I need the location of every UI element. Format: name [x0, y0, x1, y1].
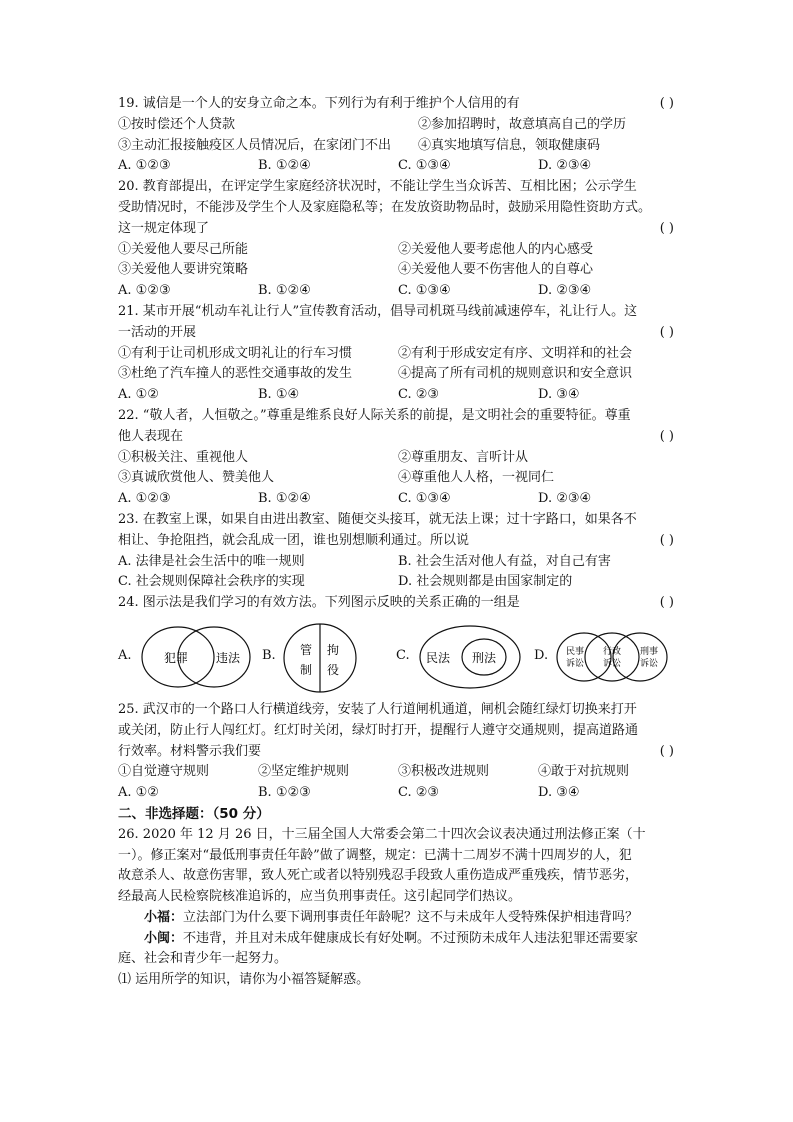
q22-statements-row-2: [118, 468, 678, 489]
q23-option-b: B. 社会生活对他人有益，对自己有害: [398, 553, 611, 569]
q23-line-2: 相让、争抢阻挡，就会乱成一团，谁也别想顺利通过。所以说: [118, 532, 470, 548]
q24-d-left-bottom: 诉讼: [566, 658, 585, 669]
section-2-heading: 二、非选择题：（50 分）: [118, 805, 270, 822]
q20-option-c: C. ①③④: [398, 283, 451, 299]
q23-answer-paren: ( ): [659, 532, 674, 548]
q25-option-a: A. ①②: [118, 785, 159, 801]
q25-options: [118, 783, 678, 804]
q20-option-d: D. ②③④: [538, 283, 592, 299]
q24-diagram-c: [418, 622, 524, 692]
q19-statement-1: ①按时偿还个人贷款: [118, 116, 236, 132]
q24-d-mid-circle: [585, 633, 639, 681]
q22-statement-3: ③真诚欣赏他人、赞美他人: [118, 470, 275, 486]
q25-statements: [118, 762, 678, 783]
q21-statement-4: ④提高了所有司机的规则意识和安全意识: [398, 366, 633, 382]
q26-subquestion-1: ⑴ 运用所学的知识，请你为小福答疑解惑。: [118, 972, 370, 988]
q24-c-inner-text: 刑法: [472, 650, 497, 665]
q26-xiaomin-text-1: 不违背，并且对未成年健康成长有好处啊。不过预防未成年人违法犯罪还需要家: [183, 930, 639, 946]
q24-diagram-b: [282, 622, 362, 698]
q22-line-1: 22. “敬人者，人恒敬之。”尊重是维系良好人际关系的前提，是文明社会的重要特征。尊重: [118, 407, 631, 423]
q22-statement-2: ②尊重朋友、言听计从: [398, 449, 529, 465]
q25-option-d: D. ③④: [538, 785, 580, 801]
q25-option-c: C. ②③: [398, 785, 440, 801]
q21-statement-3: ③杜绝了汽车撞人的恶性交通事故的发生: [118, 366, 353, 382]
q19-statement-3: ③主动汇报接触疫区人员情况后，在家闭门不出: [118, 137, 392, 153]
q21-statements-row-1: [118, 344, 678, 365]
q21-option-b: B. ①④: [258, 387, 300, 403]
q21-stem-row: [118, 323, 678, 344]
q20-statement-1: ①关爱他人要尽己所能: [118, 241, 249, 257]
q26-line-3: 故意杀人、故意伤害罪，致人死亡或者以特别残忍手段致人重伤造成严重残疾，情节恶劣，: [118, 868, 639, 884]
q25-statement-2: ②坚定维护规则: [258, 764, 350, 780]
q19-option-a: A. ①②③: [118, 158, 171, 174]
q23-option-c: C. 社会规则保障社会秩序的实现: [118, 574, 305, 590]
q24-b-left-top: 管: [300, 642, 313, 657]
q20-statements-row-1: [118, 240, 678, 261]
q19-stem: 19. 诚信是一个人的安身立命之本。下列行为有利于维护个人信用的有: [118, 96, 520, 111]
q24-d-mid-top: 行政: [603, 646, 622, 657]
q22-stem-row: [118, 427, 678, 448]
q23-stem-row: [118, 531, 678, 552]
q21-options: [118, 385, 678, 406]
q25-stem-row: [118, 742, 678, 763]
q20-statement-4: ④关爱他人要不伤害他人的自尊心: [398, 262, 594, 278]
q24-a-right-text: 违法: [216, 650, 241, 665]
q19-option-b: B. ①②④: [258, 158, 311, 174]
q25-line-3: 行效率。材料警示我们要: [118, 743, 262, 759]
q26-xiaofu-line: [118, 908, 678, 929]
q20-line-1: 20. 教育部提出，在评定学生家庭经济状况时，不能让学生当众诉苦、互相比困；公示学生: [118, 179, 637, 195]
q22-options: [118, 489, 678, 510]
q19-option-c: C. ①③④: [398, 158, 451, 174]
q20-line-3: 这一规定体现了: [118, 220, 210, 236]
q19-statements-row-2: [118, 136, 678, 157]
q25-option-b: B. ①②③: [258, 785, 311, 801]
q22-answer-paren: ( ): [659, 428, 674, 444]
exam-page: [118, 94, 678, 991]
q19-answer-paren: ( ): [659, 96, 674, 111]
q20-stem-row: [118, 219, 678, 240]
q24-answer-paren: ( ): [659, 595, 674, 611]
q24-b-right-top: 拘: [327, 642, 340, 657]
q24-label-c: C.: [396, 647, 410, 663]
q22-option-b: B. ①②④: [258, 491, 311, 507]
q25-statement-4: ④敢于对抗规则: [538, 764, 630, 780]
q24-d-mid-bottom: 诉讼: [603, 658, 622, 669]
q21-option-d: D. ③④: [538, 387, 580, 403]
q24-c-outer-text: 民法: [426, 650, 451, 665]
q26-xiaomin-name: 小闽：: [144, 930, 184, 946]
q19-option-d: D. ②③④: [538, 158, 592, 174]
q25-line-1: 25. 武汉市的一个路口人行横道线旁，安装了人行道闸机通道，闸机会随红绿灯切换来打开: [118, 701, 637, 717]
q22-option-c: C. ①③④: [398, 491, 451, 507]
q25-answer-paren: ( ): [659, 743, 674, 759]
q21-statement-1: ①有利于让司机形成文明礼让的行车习惯: [118, 345, 353, 361]
q25-statement-3: ③积极改进规则: [398, 764, 490, 780]
q23-option-a: A. 法律是社会生活中的唯一规则: [118, 553, 305, 569]
q20-statement-2: ②关爱他人要考虑他人的内心感受: [398, 241, 594, 257]
q19-statements-row-1: [118, 115, 678, 136]
q21-answer-paren: ( ): [659, 324, 674, 340]
q22-statements-row-1: [118, 448, 678, 469]
q26-xiaomin-line-2: 庭、社会和青少年一起努力。: [118, 951, 288, 967]
q26-line-2: 一）。修正案对“最低刑事责任年龄”做了调整，规定：已满十二周岁不满十四周岁的人，犯: [118, 847, 632, 863]
q21-line-2: 一活动的开展: [118, 324, 197, 340]
q22-option-a: A. ①②③: [118, 491, 171, 507]
q20-statement-3: ③关爱他人要讲究策略: [118, 262, 249, 278]
q22-statement-1: ①积极关注、重视他人: [118, 449, 249, 465]
q20-line-2: 受助情况时，不能涉及学生个人及家庭隐私等；在发放资助物品时，鼓励采用隐性资助方式。: [118, 199, 652, 215]
q26-xiaomin-line: [118, 929, 678, 950]
q21-statement-2: ②有利于形成安定有序、文明祥和的社会: [398, 345, 633, 361]
q24-label-d: D.: [534, 647, 549, 663]
q24-b-right-bottom: 役: [327, 662, 340, 677]
q23-options-row-2: [118, 572, 678, 593]
q22-option-d: D. ②③④: [538, 491, 592, 507]
q23-options-row-1: [118, 552, 678, 573]
q26-line-4: 经最高人民检察院核准追诉的，应当负刑事责任。这引起同学们热议。: [118, 889, 522, 905]
q20-answer-paren: ( ): [659, 220, 674, 236]
q24-label-a: A.: [118, 647, 132, 663]
q19-options: [118, 156, 678, 177]
q24-b-left-bottom: 制: [300, 662, 313, 677]
q24-d-right-circle: [613, 633, 667, 681]
q22-statement-4: ④尊重他人人格，一视同仁: [398, 470, 555, 486]
q26-line-1: 26. 2020 年 12 月 26 日，十三届全国人大常委会第二十四次会议表决通过刑法修正案（十: [118, 826, 646, 842]
q24-stem-row: [118, 593, 678, 614]
q23-line-1: 23. 在教室上课，如果自由进出教室、随便交头接耳，就无法上课；过十字路口，如果各不: [118, 511, 637, 527]
q24-d-left-circle: [557, 633, 611, 681]
q22-line-2: 他人表现在: [118, 428, 184, 444]
q26-xiaofu-name: 小福：: [144, 909, 184, 925]
q24-diagram-a: [140, 622, 252, 692]
q26-xiaofu-text: 立法部门为什么要下调刑事责任年龄呢？这不与未成年人受特殊保护相违背吗？: [183, 909, 639, 925]
q24-d-right-bottom: 诉讼: [640, 658, 659, 669]
q20-options: [118, 281, 678, 302]
q24-d-right-top: 刑事: [640, 646, 659, 657]
q19-statement-2: ②参加招聘时，故意填高自己的学历: [418, 116, 627, 132]
q21-line-1: 21. 某市开展“机动车礼让行人”宣传教育活动，倡导司机斑马线前减速停车，礼让行人。这: [118, 303, 638, 319]
q24-diagrams: [118, 614, 678, 700]
q25-statement-1: ①自觉遵守规则: [118, 764, 210, 780]
q19-stem-row: [118, 94, 678, 115]
q24-stem: 24. 图示法是我们学习的有效方法。下列图示反映的关系正确的一组是: [118, 595, 520, 611]
q24-label-b: B.: [262, 647, 276, 663]
q20-option-a: A. ①②③: [118, 283, 171, 299]
q25-line-2: 或关闭，防止行人闯红灯。红灯时关闭，绿灯时打开，提醒行人遵守交通规则，提高道路通: [118, 722, 639, 738]
q21-statements-row-2: [118, 364, 678, 385]
q24-diagram-d: [552, 622, 672, 692]
q21-option-a: A. ①②: [118, 387, 159, 403]
q23-option-d: D. 社会规则都是由国家制定的: [398, 574, 573, 590]
q20-option-b: B. ①②④: [258, 283, 311, 299]
q20-statements-row-2: [118, 260, 678, 281]
q24-d-left-top: 民事: [566, 646, 585, 657]
q21-option-c: C. ②③: [398, 387, 440, 403]
q19-statement-4: ④真实地填写信息，领取健康码: [418, 137, 601, 153]
q24-a-left-text: 犯罪: [164, 650, 189, 665]
